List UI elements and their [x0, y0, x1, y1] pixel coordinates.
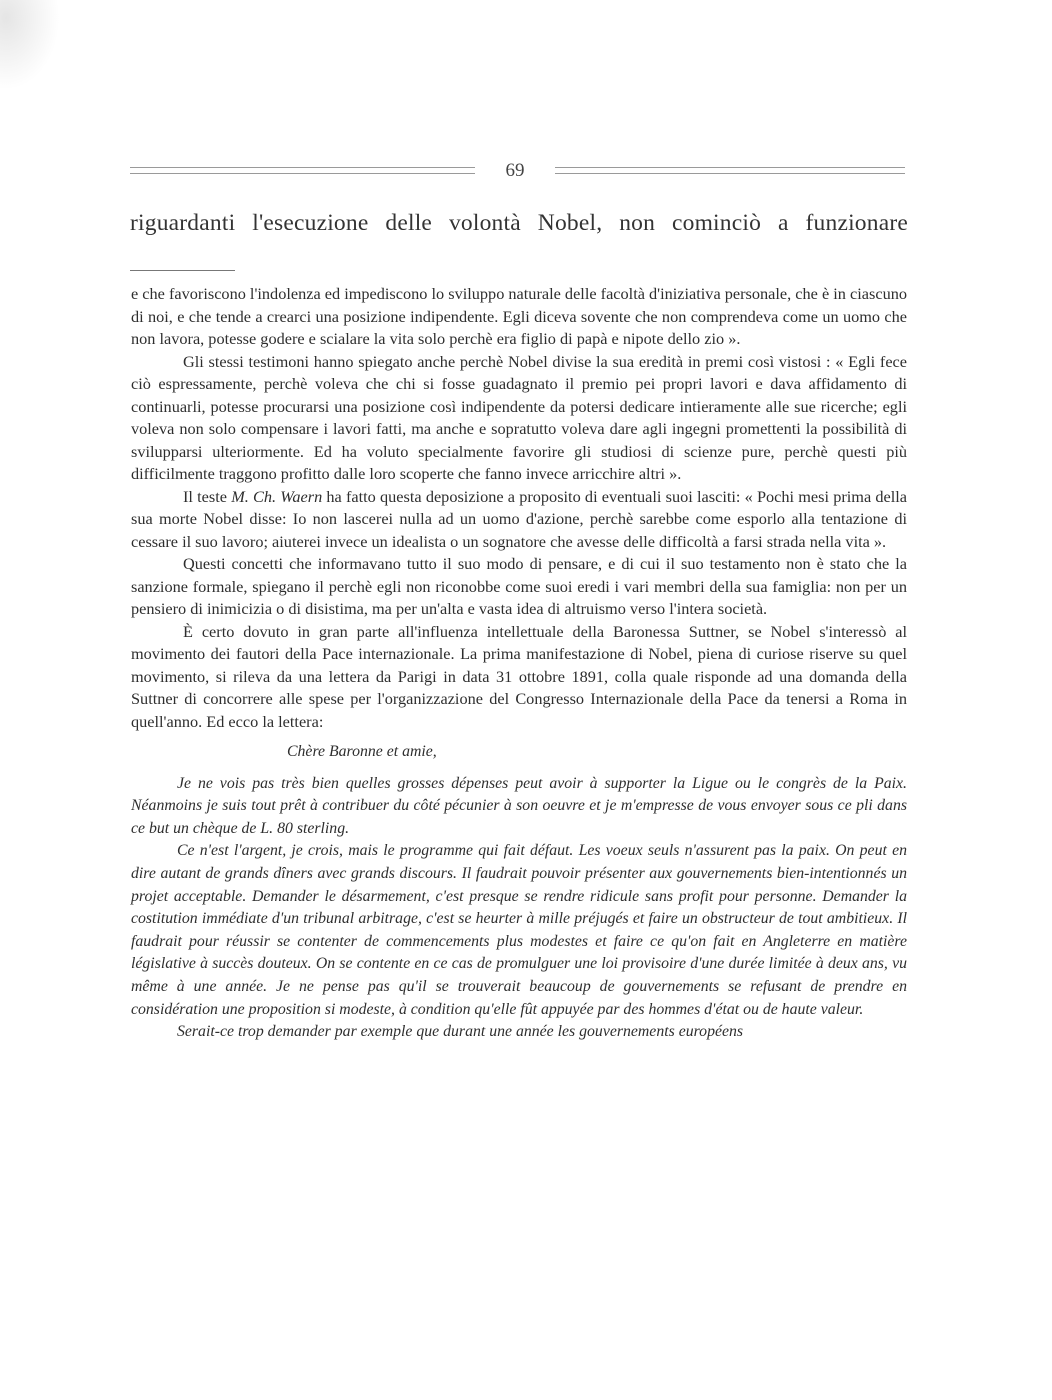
header-rule-left	[130, 167, 475, 174]
paragraph-testimony: Gli stessi testimoni hanno spiegato anche perchè Nobel divise la sua eredità in premi così vistosi : « Egli fece ciò espressamente, perchè voleva che chi si fosse guadagnato il premio pei propri lavori e dava affidamento di continuarli, potesse procurarsi una posizione così indipendente da potersi dedicare intieramente alle sue ricerche; egli voleva non solo compensare i lavori fatti, ma anche e sopratutto voleva dare agli ingegni promettenti la possibilità di svilupparsi ulteriormente. Ed ha voluto specialmente favorire gli studiosi di scienze pure, perchè questi più difficilmente traggono profitto dalle loro scoperte che fanno invece arricchire altri ».	[131, 351, 907, 483]
letter-paragraph: Je ne vois pas très bien quelles grosses dépenses peut avoir à supporter la Ligue ou le congrès de la Paix. Néanmoins je suis tout prêt à contribuer du côté pécunier à son oeuvre et je m'empresse de vous envoyer sous ce pli dans ce but un chèque de L. 80 sterling.	[131, 774, 907, 837]
letter-paragraph: Serait-ce trop demander par exemple que durant une année les gouvernements européens	[177, 1023, 744, 1041]
paragraph-waern-after: ha fatto questa deposizione a proposito di eventuali suoi lasciti: « Pochi mesi prima della sua morte Nobel disse: Io non lascerei nulla ad un uomo d'azione, perchè sarebbe come esporlo alla tentazione di cessare il suo lavoro; aiuterei invece un idealista o un sognatore che avesse delle difficoltà a farsi strada nella vita ».	[131, 486, 908, 551]
header-rule-right	[555, 167, 905, 174]
letter-salutation: Chère Baronne et amie,	[287, 743, 437, 760]
footnote-separator	[130, 270, 235, 271]
paragraph-waern-before: Il teste	[183, 486, 232, 506]
running-text-line: riguardanti l'esecuzione delle volontà Nobel, non cominciò a funzionare	[130, 210, 908, 236]
letter-paragraph: Ce n'est l'argent, je crois, mais le programme qui fait défaut. Les voeux seuls n'assurent pas la paix. On peut en dire autant de grands dîners avec grands discours. Il faudrait pouvoir présenter aux gouvernements bien-intentionnés un projet acceptable. Demander le désarmement, c'est presque se rendre ridicule sans profit pour personne. Demander la costitution immédiate d'un tribunal arbitrage, c'est se heurter à mille préjugés et faire un obstructeur de tout ambitieux. Il faudrait pour réussir se contenter de commencements plus modestes et faire ce qu'on fait en Angleterre en matière législative à succès douteux. On se contente en ce cas de promulguer une loi provisoire d'une durée limitée à deux ans, vu même à une année. Je ne pense pas qu'il se trouverait beaucoup de gouvernements se refusant de prendre en considération une proposition si modeste, à condition qu'elle fût appuyée par des hommes d'état ou de haute valeur.	[131, 842, 907, 1018]
page-header	[130, 158, 905, 188]
paragraph-suttner: È certo dovuto in gran parte all'influenza intellettuale della Baronessa Suttner, se Nobel s'interessò al movimento dei fautori della Pace internazionale. La prima manifestazione di Nobel, piena di curiose riserve su quel movimento, si rileva da una lettera da Parigi in data 31 ottobre 1891, colla quale risponde ad una domanda della Suttner di concorrere alle spese per l'organizzazione del Congresso Internazionale della Pace da tenersi a Roma in quell'anno. Ed ecco la lettera:	[131, 621, 907, 731]
witness-name: M. Ch. Waern	[231, 486, 323, 506]
paragraph-waern	[131, 486, 907, 554]
page-smudge	[0, 0, 60, 90]
paragraph-continuation: e che favoriscono l'indolenza ed impediscono lo sviluppo naturale delle facoltà d'iniziativa personale, che è in ciascuno di noi, e che tende a crearci una posizione indipendente. Egli diceva sovente che non comprendeva come un uomo che non lavora, potesse godere e scialare la vita solo perchè era figlio di papà e nipote dello zio ».	[131, 284, 907, 348]
quoted-letter	[131, 741, 907, 1044]
page-number: 69	[505, 160, 525, 181]
paragraph-concepts: Questi concetti che informavano tutto il suo modo di pensare, e di cui il suo testamento non è stato che la sanzione formale, spiegano il perchè egli non riconobbe come suoi eredi i vari membri della sua famiglia: non per un pensiero di inimicizia o di disistima, ma per un'alta e vasta idea di altruismo verso l'intera società.	[131, 554, 907, 618]
main-text	[131, 283, 907, 1044]
